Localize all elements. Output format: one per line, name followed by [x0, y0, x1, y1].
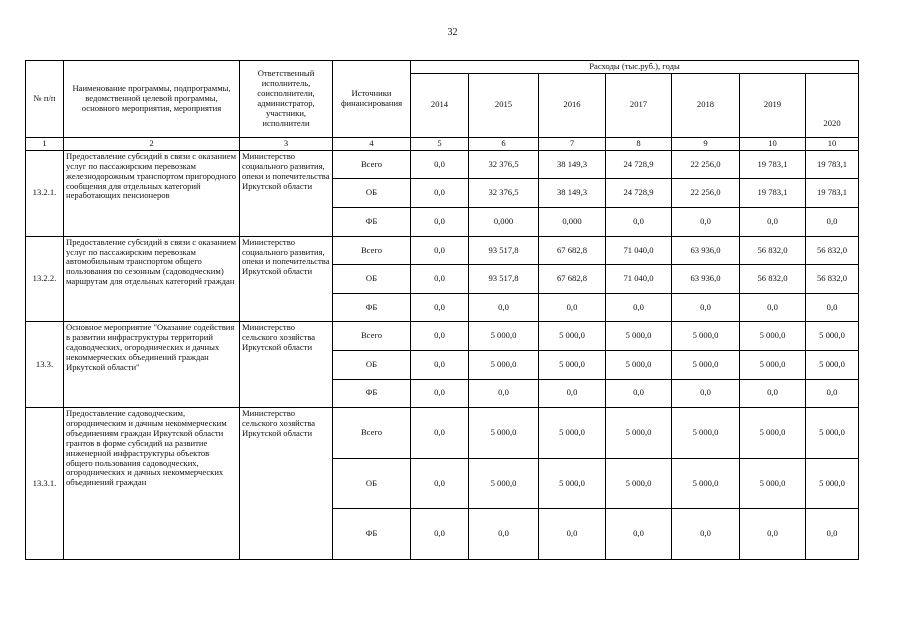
expense-value: 0,0 — [740, 293, 806, 322]
expense-value: 63 936,0 — [672, 236, 740, 265]
funding-source: ОБ — [333, 179, 411, 208]
header-year: 2019 — [740, 73, 806, 137]
row-code: 13.2.2. — [26, 236, 64, 322]
header-year: 2018 — [672, 73, 740, 137]
expense-value: 5 000,0 — [806, 351, 859, 380]
header-expenses: Расходы (тыс.руб.), годы — [411, 61, 859, 74]
expense-value: 0,0 — [539, 509, 606, 560]
expense-value: 22 256,0 — [672, 150, 740, 179]
expense-value: 0,0 — [606, 208, 672, 237]
header-year: 2020 — [806, 73, 859, 137]
page-number: 32 — [447, 27, 458, 38]
header-year: 2017 — [606, 73, 672, 137]
expense-value: 24 728,9 — [606, 179, 672, 208]
expense-value: 71 040,0 — [606, 236, 672, 265]
table-row — [26, 408, 859, 459]
expense-value: 0,0 — [469, 293, 539, 322]
column-number: 9 — [672, 137, 740, 150]
header-source: Источники финансирования — [333, 61, 411, 138]
expense-value: 38 149,3 — [539, 179, 606, 208]
expense-value: 0,0 — [411, 293, 469, 322]
expense-value: 71 040,0 — [606, 265, 672, 294]
expense-value: 32 376,5 — [469, 150, 539, 179]
expense-value: 56 832,0 — [806, 265, 859, 294]
expense-value: 93 517,8 — [469, 265, 539, 294]
expense-value: 0,000 — [469, 208, 539, 237]
header-num: № п/п — [26, 61, 64, 138]
expense-value: 5 000,0 — [606, 458, 672, 509]
expense-value: 0,0 — [806, 208, 859, 237]
expense-value: 0,0 — [672, 379, 740, 408]
expense-value: 0,0 — [672, 293, 740, 322]
expense-value: 5 000,0 — [469, 408, 539, 459]
expense-value: 0,0 — [806, 379, 859, 408]
funding-source: Всего — [333, 236, 411, 265]
expense-value: 67 682,8 — [539, 265, 606, 294]
funding-source: ФБ — [333, 379, 411, 408]
expense-value: 5 000,0 — [672, 322, 740, 351]
row-name: Предоставление садоводческим, огородническим и дачным некоммерческим объединениям граждан Иркутской области грантов в форме субсидий на развитие инженерной инфраструктуры объектов общего пользования садоводческих, огороднических и дачных некоммерческих объединений граждан — [64, 408, 240, 560]
expense-value: 0,0 — [411, 208, 469, 237]
row-name: Предоставление субсидий в связи с оказанием услуг по пассажирским перевозкам железнодорожным транспортом пригородного сообщения для отдельных категорий неработающих пенсионеров — [64, 150, 240, 236]
expense-value: 5 000,0 — [539, 351, 606, 380]
expense-value: 5 000,0 — [606, 322, 672, 351]
expense-value: 22 256,0 — [672, 179, 740, 208]
expense-value: 0,0 — [411, 265, 469, 294]
funding-source: Всего — [333, 322, 411, 351]
expense-value: 0,0 — [411, 379, 469, 408]
expense-value: 5 000,0 — [469, 322, 539, 351]
expense-value: 0,0 — [672, 208, 740, 237]
expense-value: 56 832,0 — [740, 265, 806, 294]
expense-value: 5 000,0 — [539, 458, 606, 509]
expense-value: 0,0 — [606, 379, 672, 408]
expense-value: 0,0 — [411, 322, 469, 351]
expense-value: 0,0 — [806, 509, 859, 560]
expense-value: 63 936,0 — [672, 265, 740, 294]
expense-value: 67 682,8 — [539, 236, 606, 265]
funding-source: ОБ — [333, 351, 411, 380]
funding-source: ФБ — [333, 509, 411, 560]
expense-value: 5 000,0 — [539, 408, 606, 459]
expense-value: 5 000,0 — [740, 408, 806, 459]
expense-value: 0,000 — [539, 208, 606, 237]
expense-value: 5 000,0 — [806, 408, 859, 459]
funding-source: Всего — [333, 150, 411, 179]
row-executor: Министерство социального развития, опеки и попечительства Иркутской области — [240, 236, 333, 322]
expense-value: 0,0 — [539, 293, 606, 322]
expense-value: 0,0 — [539, 379, 606, 408]
table-row — [26, 150, 859, 179]
expense-value: 5 000,0 — [469, 458, 539, 509]
column-number: 6 — [469, 137, 539, 150]
header-executor: Ответственный исполнитель, соисполнители, администратор, участники, исполнители — [240, 61, 333, 138]
column-number: 4 — [333, 137, 411, 150]
table-row — [26, 322, 859, 351]
expense-value: 38 149,3 — [539, 150, 606, 179]
expense-value: 0,0 — [606, 293, 672, 322]
column-number: 5 — [411, 137, 469, 150]
expense-value: 0,0 — [411, 150, 469, 179]
column-number: 1 — [26, 137, 64, 150]
expense-value: 0,0 — [411, 236, 469, 265]
expense-value: 93 517,8 — [469, 236, 539, 265]
expense-value: 0,0 — [469, 509, 539, 560]
expense-value: 56 832,0 — [806, 236, 859, 265]
expense-value: 56 832,0 — [740, 236, 806, 265]
column-number: 10 — [740, 137, 806, 150]
expense-value: 0,0 — [740, 379, 806, 408]
budget-table — [25, 60, 859, 560]
expense-value: 0,0 — [411, 458, 469, 509]
funding-source: ОБ — [333, 265, 411, 294]
header-year: 2015 — [469, 73, 539, 137]
column-number: 7 — [539, 137, 606, 150]
column-number-row — [26, 137, 859, 150]
expense-value: 5 000,0 — [606, 351, 672, 380]
row-executor: Министерство социального развития, опеки и попечительства Иркутской области — [240, 150, 333, 236]
expense-value: 0,0 — [411, 351, 469, 380]
expense-value: 0,0 — [740, 208, 806, 237]
table-row — [26, 236, 859, 265]
expense-value: 19 783,1 — [806, 150, 859, 179]
funding-source: ОБ — [333, 458, 411, 509]
expense-value: 5 000,0 — [806, 322, 859, 351]
expense-value: 0,0 — [740, 509, 806, 560]
expense-value: 5 000,0 — [740, 458, 806, 509]
expense-value: 5 000,0 — [672, 458, 740, 509]
expense-value: 5 000,0 — [672, 408, 740, 459]
header-year: 2014 — [411, 73, 469, 137]
expense-value: 5 000,0 — [606, 408, 672, 459]
expense-value: 19 783,1 — [740, 150, 806, 179]
expense-value: 19 783,1 — [806, 179, 859, 208]
expense-value: 5 000,0 — [469, 351, 539, 380]
expense-value: 5 000,0 — [539, 322, 606, 351]
row-executor: Министерство сельского хозяйства Иркутской области — [240, 408, 333, 560]
expense-value: 5 000,0 — [672, 351, 740, 380]
expense-value: 24 728,9 — [606, 150, 672, 179]
column-number: 2 — [64, 137, 240, 150]
funding-source: Всего — [333, 408, 411, 459]
expense-value: 0,0 — [672, 509, 740, 560]
expense-value: 0,0 — [606, 509, 672, 560]
header-year: 2016 — [539, 73, 606, 137]
row-code: 13.3. — [26, 322, 64, 408]
row-name: Основное мероприятие "Оказание содействия в развитии инфраструктуры территорий садоводческих, огороднических и дачных некоммерческих объединений граждан Иркутской области" — [64, 322, 240, 408]
expense-value: 32 376,5 — [469, 179, 539, 208]
column-number: 8 — [606, 137, 672, 150]
funding-source: ФБ — [333, 208, 411, 237]
budget-body — [26, 150, 859, 559]
row-executor: Министерство сельского хозяйства Иркутской области — [240, 322, 333, 408]
row-code: 13.2.1. — [26, 150, 64, 236]
expense-value: 0,0 — [411, 179, 469, 208]
row-name: Предоставление субсидий в связи с оказанием услуг по пассажирским перевозкам автомобильным транспортом общего пользования по сезонным (садоводческим) маршрутам для отдельных категорий граждан — [64, 236, 240, 322]
column-number: 10 — [806, 137, 859, 150]
expense-value: 0,0 — [411, 509, 469, 560]
expense-value: 5 000,0 — [740, 351, 806, 380]
column-number: 3 — [240, 137, 333, 150]
header-name: Наименование программы, подпрограммы, ведомственной целевой программы, основного мероприятия, мероприятия — [64, 61, 240, 138]
funding-source: ФБ — [333, 293, 411, 322]
expense-value: 5 000,0 — [806, 458, 859, 509]
expense-value: 19 783,1 — [740, 179, 806, 208]
expense-value: 5 000,0 — [740, 322, 806, 351]
expense-value: 0,0 — [806, 293, 859, 322]
row-code: 13.3.1. — [26, 408, 64, 560]
expense-value: 0,0 — [469, 379, 539, 408]
expense-value: 0,0 — [411, 408, 469, 459]
